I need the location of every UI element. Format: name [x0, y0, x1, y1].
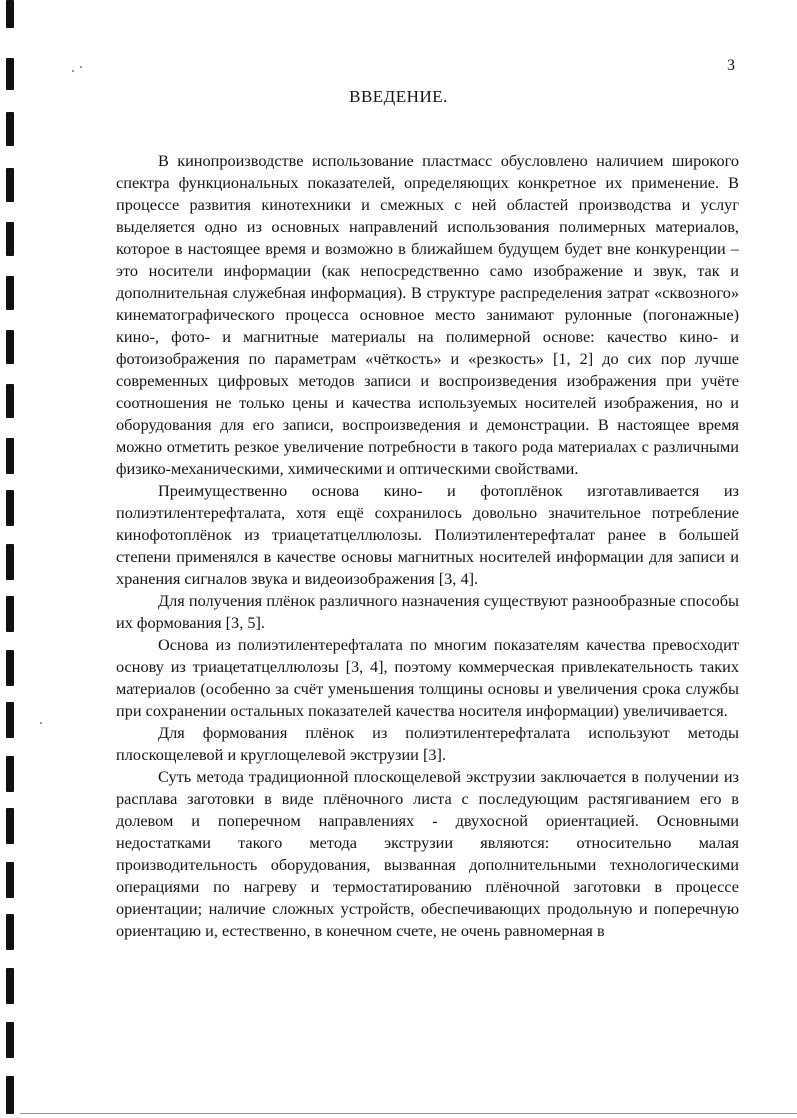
binding-mark — [6, 222, 14, 256]
section-heading: ВВЕДЕНИЕ. — [349, 87, 448, 106]
binding-mark — [6, 756, 14, 792]
binding-mark — [6, 914, 14, 950]
binding-mark — [6, 1022, 14, 1058]
paragraph: В кинопроизводстве использование пластмасс обусловлено наличием широкого спектра функциональных показателей, определяющих конкретное их применение. В процессе развития кинотехники и смежных с ней областей производства и услуг выделяется одно из основных направлений использования полимерных материалов, которое в настоящее время и возможно в ближайшем будущем будет вне конкуренции – это носители информации (как непосредственно само изображение и звук, так и дополнительная служебная информация). В структуре распределения затрат «сквозного» кинематографического процесса основное место занимают рулонные (погонажные) кино-, фото- и магнитные материалы на полимерной основе: качество кино- и фотоизображения по параметрам «чёткость» и «резкость» [1, 2] до сих пор лучше современных цифровых методов записи и воспроизведения изображения при учёте соотношения не только цены и качества используемых носителей изображения, но и оборудования для его записи, воспроизведения и демонстрации. В настоящее время можно отметить резкое увеличение потребности в такого рода материалах с различными физико-механическими, химическими и оптическими свойствами. — [116, 151, 739, 478]
binding-mark — [6, 490, 14, 526]
binding-mark — [6, 808, 14, 844]
binding-mark — [6, 330, 14, 364]
binding-mark — [6, 596, 14, 632]
page-number: 3 — [727, 57, 735, 74]
binding-mark — [6, 702, 14, 738]
scan-speck — [72, 70, 74, 72]
binding-mark — [6, 1076, 14, 1114]
binding-mark — [6, 112, 14, 146]
binding-mark — [6, 58, 14, 90]
scan-edge-line — [20, 1113, 797, 1114]
paragraph: Преимущественно основа кино- и фотоплёнок изготавливается из полиэтилентерефталата, хотя ещё сохранилось довольно значительное потребление кинофотоплёнок из триацетатцеллюлозы. Полиэтилентерефталат ранее в большей степени применялся в качестве основы магнитных носителей информации для записи и хранения сигналов звука и видеоизображения [3, 4]. — [116, 481, 739, 588]
paragraph: Для получения плёнок различного назначения существуют разнообразные способы их формования [3, 5]. — [116, 591, 739, 632]
binding-mark — [6, 544, 14, 580]
binding-mark — [6, 276, 14, 310]
binding-mark — [6, 862, 14, 898]
paragraph: Основа из полиэтилентерефталата по многим показателям качества превосходит основу из триацетатцеллюлозы [3, 4], поэтому коммерческая привлекательность таких материалов (особенно за счёт уменьшения толщины основы и увеличения срока службы при сохранении остальных показателей качества носителя информации) увеличивается. — [116, 635, 739, 720]
binding-mark — [6, 0, 14, 28]
paragraph: Для формования плёнок из полиэтилентерефталата используют методы плоскощелевой и круглощелевой экструзии [3]. — [116, 723, 739, 764]
scan-speck — [40, 722, 42, 724]
binding-mark — [6, 384, 14, 418]
binding-mark — [6, 650, 14, 686]
body-text — [116, 150, 739, 942]
binding-mark — [6, 968, 14, 1004]
paragraph: Суть метода традиционной плоскощелевой экструзии заключается в получении из расплава заготовки в виде плёночного листа с последующим растягиванием его в долевом и поперечном направлениях - двухосной ориентацией. Основными недостатками такого метода экструзии являются: относительно малая производительность оборудования, вызванная дополнительными технологическими операциями по нагреву и термостатированию плёночной заготовки в процессе ориентации; наличие сложных устройств, обеспечивающих продольную и поперечную ориентацию и, естественно, в конечном счете, не очень равномерная в — [116, 767, 739, 940]
binding-mark — [6, 168, 14, 202]
binding-mark — [6, 438, 14, 474]
scan-speck — [80, 66, 82, 68]
